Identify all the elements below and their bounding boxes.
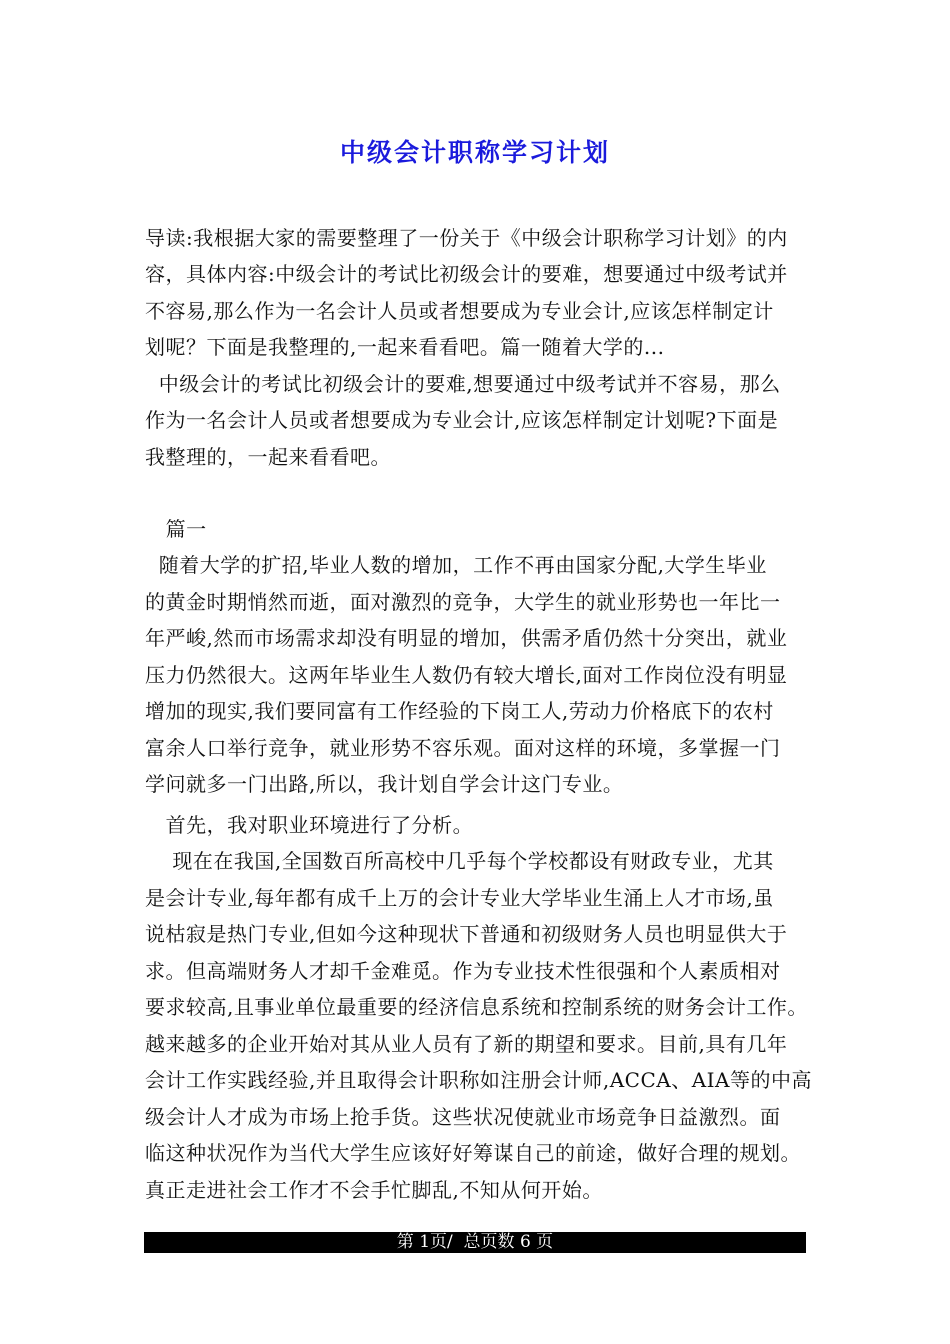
text-line: 真正走进社会工作才不会手忙脚乱,不知从何开始。 (145, 1178, 603, 1202)
text-line: 越来越多的企业开始对其从业人员有了新的期望和要求。目前,具有几年 (145, 1032, 788, 1056)
text-line: 不容易,那么作为一名会计人员或者想要成为专业会计,应该怎样制定计 (145, 299, 774, 323)
text-line: 首先，我对职业环境进行了分析。 (145, 813, 474, 837)
text-line: 的黄金时期悄然而逝，面对激烈的竞争，大学生的就业形势也一年比一 (145, 590, 781, 614)
text-line: 导读:我根据大家的需要整理了一份关于《中级会计职称学习计划》的内 (145, 226, 788, 250)
text-line: 中级会计的考试比初级会计的要难,想要通过中级考试并不容易，那么 (145, 372, 781, 396)
text-line: 要求较高,且事业单位最重要的经济信息系统和控制系统的财务会计工作。 (145, 995, 808, 1019)
text-line: 是会计专业,每年都有成千上万的会计专业大学毕业生涌上人才市场,虽 (145, 886, 774, 910)
text-line: 随着大学的扩招,毕业人数的增加，工作不再由国家分配,大学生毕业 (145, 553, 767, 577)
text-line: 级会计人才成为市场上抢手货。这些状况使就业市场竞争日益激烈。面 (145, 1105, 781, 1129)
text-line: 会计工作实践经验,并且取得会计职称如注册会计师,ACCA、AIA等的中高 (145, 1068, 812, 1092)
text-line: 求。但高端财务人才却千金难觅。作为专业技术性很强和个人素质相对 (145, 959, 781, 983)
section-heading: 篇一 (145, 517, 207, 541)
text-line: 作为一名会计人员或者想要成为专业会计,应该怎样制定计划呢?下面是 (145, 408, 779, 432)
text-line: 压力仍然很大。这两年毕业生人数仍有较大增长,面对工作岗位没有明显 (145, 663, 788, 687)
text-line: 说枯寂是热门专业,但如今这种现状下普通和初级财务人员也明显供大于 (145, 922, 788, 946)
text-line: 划呢？下面是我整理的,一起来看看吧。篇一随着大学的... (145, 335, 665, 359)
text-line: 现在在我国,全国数百所高校中几乎每个学校都设有财政专业，尤其 (145, 849, 774, 873)
page-number: 第 1页/ 总页数 6 页 (396, 1232, 554, 1252)
text-line: 我整理的，一起来看看吧。 (145, 445, 391, 469)
document-title: 中级会计职称学习计划 (339, 138, 610, 167)
text-line: 临这种状况作为当代大学生应该好好筹谋自己的前途，做好合理的规划。 (145, 1141, 801, 1165)
text-line: 增加的现实,我们要同富有工作经验的下岗工人,劳动力价格底下的农村 (145, 699, 774, 723)
text-line: 容，具体内容:中级会计的考试比初级会计的要难，想要通过中级考试并 (145, 262, 788, 286)
text-line: 富余人口举行竞争，就业形势不容乐观。面对这样的环境，多掌握一门 (145, 736, 781, 760)
text-line: 年严峻,然而市场需求却没有明显的增加，供需矛盾仍然十分突出，就业 (145, 626, 788, 650)
text-line: 学问就多一门出路,所以，我计划自学会计这门专业。 (145, 772, 624, 796)
